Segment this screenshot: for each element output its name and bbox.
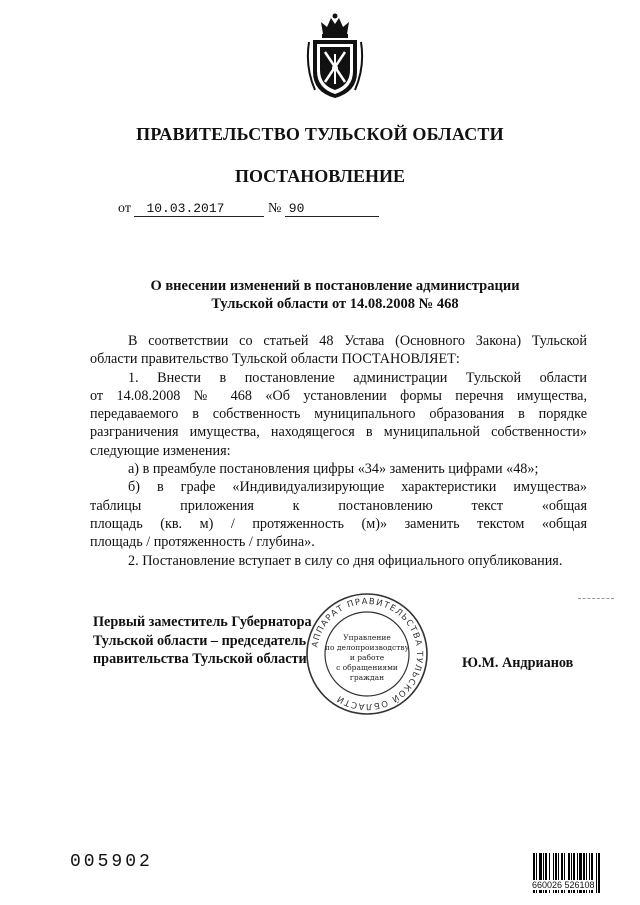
body-line: таблицы приложения к постановлению текст «общая bbox=[90, 497, 587, 514]
body-line: 2. Постановление вступает в силу со дня официального опубликования. bbox=[128, 552, 563, 569]
signatory-name: Ю.М. Андрианов bbox=[462, 655, 574, 671]
government-title: ПРАВИТЕЛЬСТВО ТУЛЬСКОЙ ОБЛАСТИ bbox=[136, 124, 504, 144]
document-body bbox=[90, 332, 587, 570]
date-prefix: от bbox=[118, 201, 131, 216]
body-line: следующие изменения: bbox=[90, 442, 231, 459]
document-heading bbox=[100, 277, 570, 313]
barcode-bar bbox=[596, 853, 597, 893]
registration-number: 005902 bbox=[70, 852, 153, 872]
stamp-text: и работе bbox=[349, 653, 385, 662]
signatory-line: правительства Тульской области bbox=[93, 651, 307, 667]
stamp-text: граждан bbox=[349, 673, 385, 682]
heading-line: Тульской области от 14.08.2008 № 468 bbox=[211, 296, 459, 312]
signatory-line: Первый заместитель Губернатора bbox=[93, 614, 312, 630]
body-line: В соответствии со статьей 48 Устава (Основного Закона) Тульской bbox=[128, 333, 587, 349]
date-number-line bbox=[118, 201, 379, 217]
body-line: а) в преамбуле постановления цифры «34» заменить цифрами «48»; bbox=[128, 461, 539, 478]
body-line: площадь (кв. м) / протяженность (м)» заменить текстом «общая bbox=[90, 515, 587, 532]
stamp-text: Управление bbox=[343, 633, 391, 642]
coat-of-arms-emblem bbox=[305, 12, 365, 100]
divider-dash bbox=[578, 598, 614, 599]
signatory-title bbox=[93, 613, 312, 669]
body-line: передаваемого в собственность муниципального образования в порядке bbox=[90, 406, 587, 423]
body-line: области правительство Тульской области ПОСТАНОВЛЯЕТ: bbox=[90, 351, 460, 368]
body-line: от 14.08.2008 № 468 «Об установлении формы перечня имущества, bbox=[90, 387, 587, 404]
stamp-text: с обращениями bbox=[336, 663, 398, 672]
official-stamp bbox=[303, 590, 431, 718]
body-line: 1. Внести в постановление администрации Тульской области bbox=[128, 369, 587, 386]
document-number: 90 bbox=[285, 201, 379, 217]
body-line: разграничения имущества, находящегося в муниципальной собственности» bbox=[90, 424, 587, 441]
stamp-ring-text: АППАРАТ ПРАВИТЕЛЬСТВА ТУЛЬСКОЙ ОБЛАСТИ bbox=[310, 596, 425, 712]
body-line: площадь / протяженность / глубина». bbox=[90, 534, 315, 551]
stamp-text: по делопроизводству bbox=[325, 643, 409, 652]
document-date: 10.03.2017 bbox=[134, 201, 264, 217]
document-type: ПОСТАНОВЛЕНИЕ bbox=[234, 166, 406, 186]
barcode-bar bbox=[598, 853, 600, 893]
barcode-number: 660026 526108 bbox=[532, 880, 595, 890]
number-prefix: № bbox=[267, 201, 282, 216]
signatory-line: Тульской области – председатель bbox=[93, 632, 307, 649]
body-line: б) в графе «Индивидуализирующие характеристики имущества» bbox=[128, 479, 587, 496]
heading-line: О внесении изменений в постановление администрации bbox=[150, 278, 520, 294]
